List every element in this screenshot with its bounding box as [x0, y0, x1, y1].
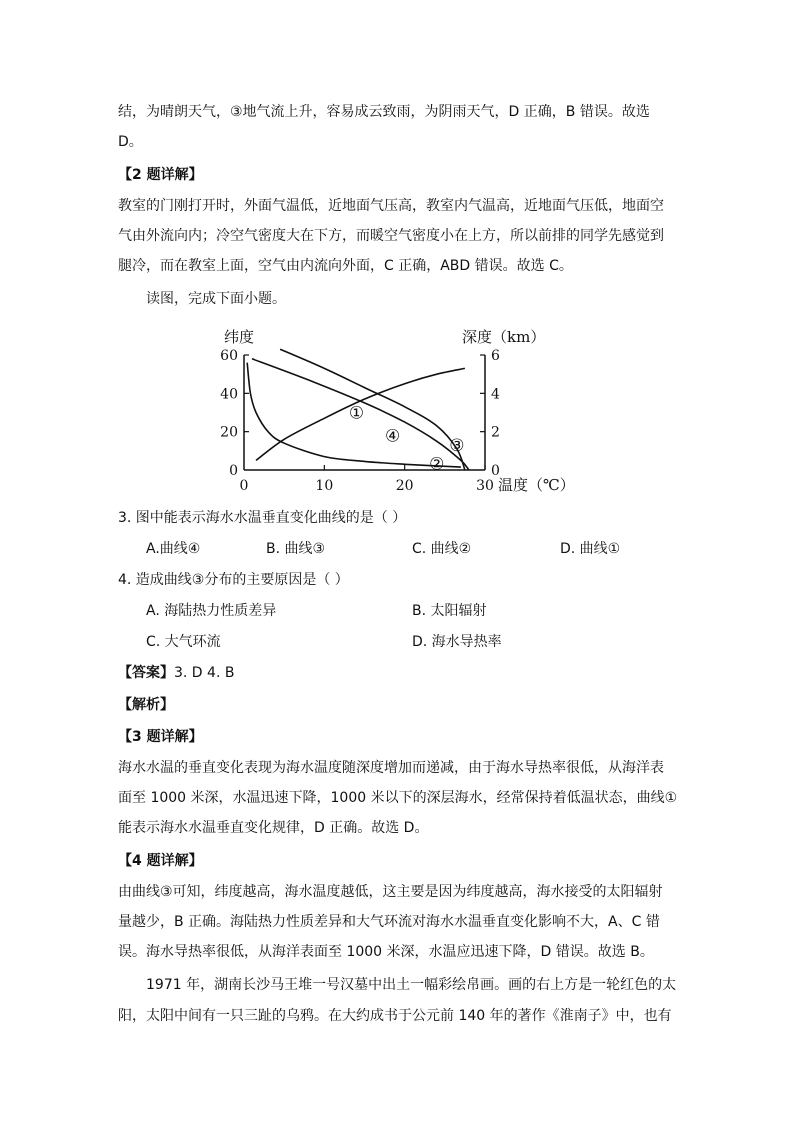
x-tick-label: 10 — [315, 478, 334, 494]
curve-label-2: ② — [429, 454, 445, 475]
paragraph-line: 能表示海水水温垂直变化规律，D 正确。故选 D。 — [118, 820, 429, 836]
x-axis-label: 温度（℃） — [498, 476, 575, 494]
x-tick-label: 0 — [239, 478, 249, 494]
paragraph-line: 海水水温的垂直变化表现为海水温度随深度增加而递减，由于海水导热率很低，从海洋表 — [118, 760, 664, 776]
question-4-stem: 4. 造成曲线③分布的主要原因是（ ） — [118, 572, 349, 588]
answer-label: 【答案】 — [118, 665, 174, 681]
y-right-tick-label: 2 — [491, 424, 500, 441]
y-left-tick-label: 0 — [229, 463, 238, 479]
reading-prompt: 读图，完成下面小题。 — [146, 291, 286, 307]
y-right-tick-label: 0 — [491, 463, 500, 479]
section-header-q4: 【4 题详解】 — [118, 853, 203, 869]
analysis-header: 【解析】 — [118, 697, 174, 713]
paragraph-line: 由曲线③可知，纬度越高，海水温度越低，这主要是因为纬度越高，海水接受的太阳辐射 — [118, 884, 663, 900]
question-4-option-a: A. 海陆热力性质差异 — [146, 603, 277, 619]
question-4-option-b: B. 太阳辐射 — [412, 603, 487, 619]
paragraph-line: 教室的门刚打开时，外面气温低，近地面气压高，教室内气温高，近地面气压低，地面空 — [118, 198, 664, 214]
question-4-option-c: C. 大气环流 — [146, 634, 221, 650]
paragraph-line: 阳，太阳中间有一只三趾的乌鸦。在大约成书于公元前 140 年的著作《淮南子》中，也有 — [118, 1008, 672, 1024]
paragraph-line: D。 — [118, 134, 143, 150]
y-left-label: 纬度 — [224, 328, 255, 346]
question-3-option-b: B. 曲线③ — [266, 541, 326, 557]
answer-text: 3. D 4. B — [174, 665, 235, 681]
paragraph-line: 面至 1000 米深，水温迅速下降，1000 米以下的深层海水，经常保持着低温状态，曲线① — [118, 790, 678, 806]
y-left-tick-label: 40 — [220, 386, 238, 403]
question-3-option-a: A.曲线④ — [146, 541, 201, 557]
question-4-option-d: D. 海水导热率 — [412, 634, 502, 650]
paragraph-line: 腿冷，而在教室上面，空气由内流向外面，C 正确，ABD 错误。故选 C。 — [118, 258, 573, 274]
curve-label-3: ③ — [449, 436, 465, 457]
y-right-tick-label: 6 — [491, 348, 500, 364]
y-right-tick-label: 4 — [491, 386, 500, 403]
x-tick-label: 20 — [395, 478, 414, 494]
answer-line — [118, 663, 234, 683]
paragraph-line: 气由外流向内；冷空气密度大在下方，而暖空气密度小在上方，所以前排的同学先感觉到 — [118, 228, 664, 244]
x-tick-label: 30 — [476, 478, 494, 494]
y-left-tick-label: 20 — [220, 424, 238, 441]
question-3-stem: 3. 图中能表示海水水温垂直变化曲线的是（ ） — [118, 510, 407, 526]
question-3-option-c: C. 曲线② — [412, 541, 472, 557]
y-right-label: 深度（km） — [462, 328, 546, 346]
paragraph-line: 量越少，B 正确。海陆热力性质差异和大气环流对海水水温垂直变化影响不大，A、C 错 — [118, 914, 660, 930]
question-3-option-d: D. 曲线① — [560, 541, 621, 557]
paragraph-line: 结，为晴朗天气，③地气流上升，容易成云致雨，为阴雨天气，D 正确，B 错误。故选 — [118, 104, 650, 120]
curve-label-4: ④ — [384, 426, 401, 447]
section-header-q3: 【3 题详解】 — [118, 729, 203, 745]
y-left-tick-label: 60 — [220, 348, 238, 364]
paragraph-line: 1971 年，湖南长沙马王堆一号汉墓中出土一幅彩绘帛画。画的右上方是一轮红色的太 — [146, 977, 677, 993]
paragraph-line: 误。海水导热率很低，从海洋表面至 1000 米深，水温应迅速下降，D 错误。故选 B。 — [118, 944, 654, 960]
curve-label-1: ① — [348, 403, 365, 424]
temperature-chart — [222, 322, 582, 498]
section-header-q2: 【2 题详解】 — [118, 167, 203, 183]
